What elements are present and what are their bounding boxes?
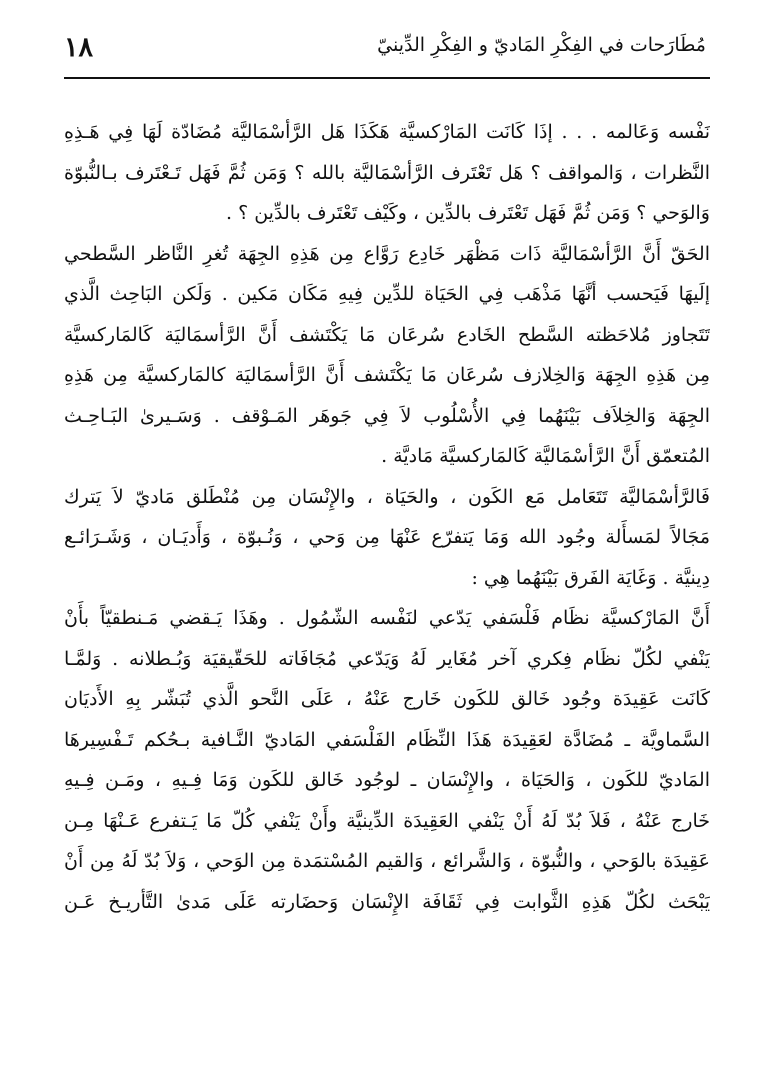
text-line: إلَيهَا فَيَحسب أنَّهَا مَذْهَب فِي الحَيَاة للدِّين فِيهِ مَكَان مَكين . وَلَكن البَاحِث الَّذي	[64, 283, 710, 305]
text-line: نَفْسه وَعَالمه . . . إذَا كَانَت المَارْكسيَّة هَكَذَا هَل الرَّأسْمَاليَّة مُضَادّة لَهَا فِي هَـذِهِ	[64, 121, 710, 143]
text-line: يَبْحَث لكُلّ هَذِهِ الثَّوابت فِي ثَقَافَة الإِنْسَان وَحضَارته عَلَى مَدىٰ التَّأريـخ عَـن	[64, 890, 710, 913]
text-line: يَنْفي لكُلّ نظَام فِكري آخر مُغَاير لَهُ وَيَدّعي مُجَافَاته للحَقّيقيَة وَبُـطلانه . وَلمَّـا	[64, 647, 710, 670]
text-line: دِينيَّة . وَغَايَة الفَرق بَيْنَهُما هِي :	[471, 566, 710, 589]
text-line: فَالرَّأسْمَاليَّة تَتَعَامل مَع الكَون ، والحَيَاة ، والإِنْسَان مِن مُنْطَلق مَاديّ لاَ يَترك	[64, 485, 710, 508]
text-line: مِن هَذِهِ الجِهَة وَالخِلازف سُرعَان مَا يَكْتَشف أَنَّ الرَّأسمَاليَة كالمَاركسيَّة مِن هَذِهِ	[64, 364, 710, 386]
text-line: السَّماويَّة ـ مُضَادَّة لعَقِيدَة هَذَا النِّظَام الفَلْسَفي المَاديّ النَّـافية بـحُكم تَـفْسِيرهَا	[64, 728, 710, 751]
text-line: كَانَت عَقِيدَة وجُود خَالق للكَون خَارج عَنْهُ ، عَلَى النَّحو الَّذي تُبَشّر بِهِ الأَديَان	[64, 688, 710, 710]
text-line: وَالوَحي ؟ وَمَن ثُمَّ فَهَل تَعْتَرف بالدِّين ، وكَيْف تَعْتَرف بالدِّين ؟ .	[226, 202, 710, 224]
text-line: تَتَجاوز مُلاحَظته السَّطح الخَادع سُرعَان مَا يَكْتَشف أَنَّ الرَّأسمَاليَة كَالمَاركسيَّة	[64, 323, 710, 346]
body-text	[64, 112, 710, 922]
header-rule	[64, 77, 710, 79]
text-line: عَقِيدَة بالوَحي ، والنُّبوّة ، وَالشَّرائع ، وَالقيم المُسْتمَدة مِن الوَحي ، وَلاَ بُدّ لَهُ مِن أَنْ	[64, 850, 710, 872]
text-line: المَاديّ للكَون ، وَالحَيَاة ، والإِنْسَان ـ لوجُود خَالق للكَون وَمَا فِـيهِ ، ومَـن فِـيهِ	[64, 769, 710, 791]
text-line: الجِهَة وَالخِلاَف بَيْنَهُما فِي الأُسْلُوب لاَ فِي جَوهَر المَـوْقف . وَسَـيرىٰ البَـاحِـث	[64, 404, 710, 427]
text-line: أَنَّ المَارْكسيَّة نظَام فَلْسَفي يَدّعي لنَفْسه الشّمُول . وهَذَا يَـقضي مَـنطقيّاً بأَنْ	[64, 607, 710, 629]
page-header	[64, 30, 706, 72]
text-line: النَّظرات ، وَالمواقف ؟ هَل تَعْتَرف الرَّأسْمَاليَّة بالله ؟ وَمَن ثُمَّ فَهَل تَـعْتَرف بـالنُّبوّة	[64, 161, 710, 184]
running-title: مُطَارَحات في الفِكْرِ المَاديّ و الفِكْرِ الدِّينيّ	[377, 34, 706, 56]
page-number: ١٨	[64, 32, 94, 63]
text-line: الحَقّ أَنَّ الرَّأسْمَاليَّة ذَات مَظْهَر خَادِع رَوَّاع مِن هَذِهِ الجِهَة تُغرِ النَّاظر السَّطحي	[64, 242, 710, 265]
text-line: المُتعمّق أَنَّ الرَّأسْمَاليَّة كَالمَاركسيَّة مَاديَّة .	[381, 445, 710, 467]
text-line: مَجَالاً لمَسأَلة وجُود الله وَمَا يَتفرّع عَنْهَا مِن وَحي ، وَنُـبوّة ، وَأَديَـان ، وَشَـرَائـع	[64, 526, 710, 548]
text-line: خَارج عَنْهُ ، فَلاَ بُدّ لَهُ أَنْ يَنْفي العَقِيدَة الدِّينيَّة وأَنْ يَنْفي كُلّ مَا يَـتفرع عَـنْهَا مِـن	[64, 809, 710, 832]
